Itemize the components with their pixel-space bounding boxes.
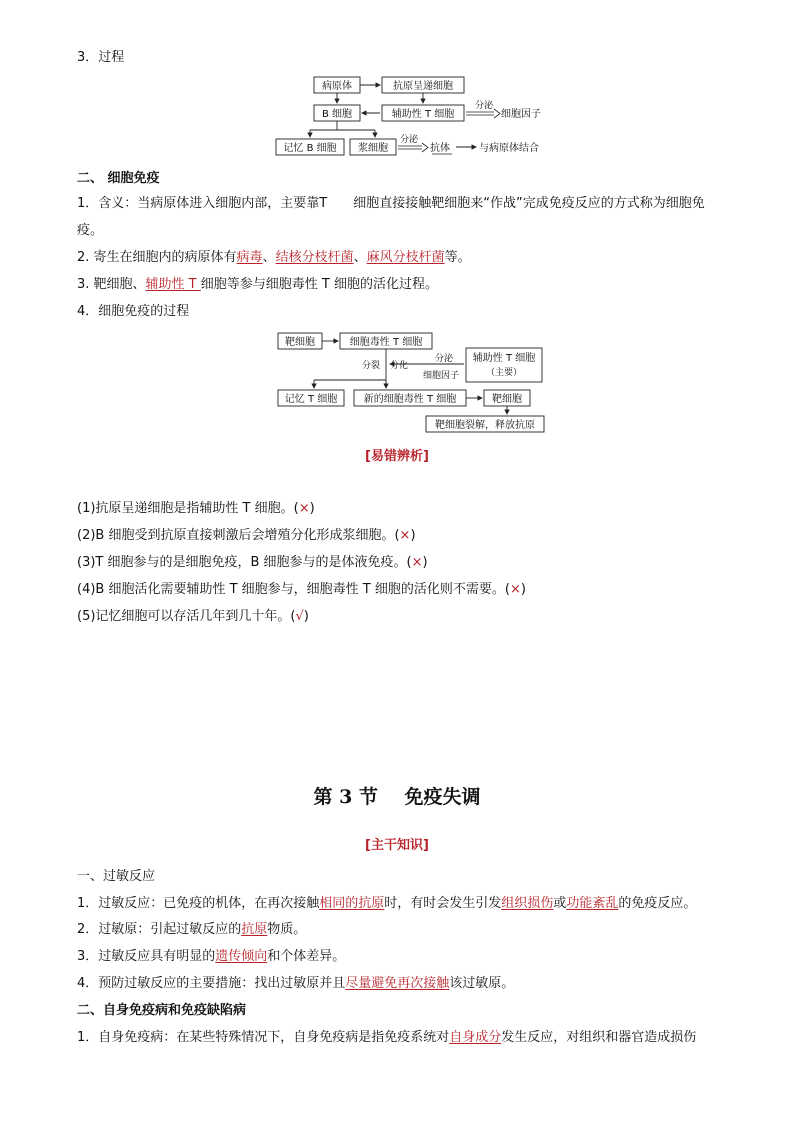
item2 xyxy=(77,249,471,267)
item1-text-b: 细胞直接接触靶细胞来“作战”完成免疫反应的方式称为细胞免 xyxy=(353,196,705,211)
error-text: (3)T 细胞参与的是细胞免疫，B 细胞参与的是体液免疫。( xyxy=(77,555,412,570)
box-lysis-label: 靶细胞裂解，释放抗原 xyxy=(435,420,535,431)
answer-virus: 病毒 xyxy=(236,250,263,265)
box-target-label: 靶细胞 xyxy=(285,337,315,348)
section-title-cell-immunity: 二、 细胞免疫 xyxy=(77,171,160,186)
error-text: (1)抗原呈递细胞是指辅助性 T 细胞。( xyxy=(77,501,299,516)
allergy-item-2 xyxy=(77,921,306,939)
paren-close: ) xyxy=(422,555,428,570)
error-item-1 xyxy=(77,500,315,518)
box-helper-t-line1: 辅助性 T 细胞 xyxy=(472,353,536,364)
text: 2．过敏原：引起过敏反应的 xyxy=(77,922,242,937)
text: 时，有时会发生引发 xyxy=(384,896,502,911)
item1-line1 xyxy=(77,195,705,213)
label-differentiate: 分化 xyxy=(390,361,409,371)
paren-close: ) xyxy=(303,609,309,624)
knowledge-title: [主干知识] xyxy=(365,838,429,853)
text: 发生反应，对组织和器官造成损伤 xyxy=(501,1030,697,1045)
text: 和个体差异。 xyxy=(267,949,346,964)
item2-post: 等。 xyxy=(444,250,471,265)
text: 物质。 xyxy=(267,922,307,937)
error-item-3 xyxy=(77,554,428,572)
answer-mark: × xyxy=(411,555,423,570)
text: 4．预防过敏反应的主要措施：找出过敏原并且 xyxy=(77,976,346,991)
box-b-cell-label: B 细胞 xyxy=(321,109,353,120)
text-cytokine: 细胞因子 xyxy=(501,109,541,120)
box-pathogen-label: 病原体 xyxy=(322,81,352,92)
answer-tb: 结核分枝杆菌 xyxy=(275,250,354,265)
item4: 4．细胞免疫的过程 xyxy=(77,304,190,319)
text: 1．过敏反应：已免疫的机体，在再次接触 xyxy=(77,896,320,911)
text: 3．过敏反应具有明显的 xyxy=(77,949,216,964)
heading-allergy: 一、过敏反应 xyxy=(77,869,156,884)
answer-dysfunction: 功能紊乱 xyxy=(566,896,619,911)
text: 该过敏原。 xyxy=(449,976,515,991)
box-memory-t-label: 记忆 T 细胞 xyxy=(284,394,338,405)
item3-post: 细胞等参与细胞毒性 T 细胞的活化过程。 xyxy=(200,277,438,292)
item3-pre: 3. 靶细胞、 xyxy=(77,277,146,292)
box-target-2-label: 靶细胞 xyxy=(492,394,522,405)
error-text: (4)B 细胞活化需要辅助性 T 细胞参与，细胞毒性 T 细胞的活化则不需要。( xyxy=(77,582,510,597)
sep: 、 xyxy=(262,250,276,265)
allergy-item-4 xyxy=(77,975,514,993)
answer-antigen: 抗原 xyxy=(241,922,268,937)
paren-close: ) xyxy=(309,501,315,516)
error-item-4 xyxy=(77,581,526,599)
text: 的免疫反应。 xyxy=(618,896,697,911)
item3 xyxy=(77,276,438,294)
box-ctl-label: 细胞毒性 T 细胞 xyxy=(349,337,423,348)
text-antibody: 抗体 xyxy=(430,143,450,154)
label-cytokine: 细胞因子 xyxy=(423,371,460,381)
box-memory-b-label: 记忆 B 细胞 xyxy=(283,143,337,154)
item1-text-a: 1．含义：当病原体进入细胞内部，主要靠T xyxy=(77,196,328,211)
box-apc-label: 抗原呈递细胞 xyxy=(393,81,453,92)
heading-autoimmune: 二、自身免疫病和免疫缺陷病 xyxy=(77,1003,247,1018)
answer-tissue-damage: 组织损伤 xyxy=(501,896,554,911)
label-secrete-1: 分泌 xyxy=(475,101,494,111)
answer-mark: √ xyxy=(295,609,304,624)
answer-self-component: 自身成分 xyxy=(449,1030,502,1045)
answer-leprosy: 麻风分枝杆菌 xyxy=(366,250,445,265)
text-bind: 与病原体结合 xyxy=(479,143,539,154)
answer-mark: × xyxy=(399,528,411,543)
item2-pre: 2. 寄生在细胞内的病原体有 xyxy=(77,250,237,265)
answer-mark: × xyxy=(298,501,310,516)
errors-title: [易错辨析] xyxy=(365,449,429,464)
answer-genetic: 遗传倾向 xyxy=(215,949,268,964)
text: 1．自身免疫病：在某些特殊情况下，自身免疫病是指免疫系统对 xyxy=(77,1030,450,1045)
cellular-immunity-diagram xyxy=(272,330,552,434)
box-new-ctl-label: 新的细胞毒性 T 细胞 xyxy=(363,394,457,405)
box-helper-t-label: 辅助性 T 细胞 xyxy=(391,109,455,120)
box-plasma-label: 浆细胞 xyxy=(358,143,388,154)
process-heading: 3．过程 xyxy=(77,50,125,65)
paren-close: ) xyxy=(520,582,526,597)
item1-line2: 疫。 xyxy=(77,223,104,238)
answer-same-antigen: 相同的抗原 xyxy=(319,896,385,911)
allergy-item-3 xyxy=(77,948,345,966)
error-item-2 xyxy=(77,527,416,545)
sep: 、 xyxy=(353,250,367,265)
error-text: (5)记忆细胞可以存活几年到几十年。( xyxy=(77,609,296,624)
answer-mark: × xyxy=(509,582,521,597)
answer-helper-t: 辅助性 T xyxy=(145,277,201,292)
box-helper-t-line2: （主要） xyxy=(485,368,523,378)
paren-close: ) xyxy=(410,528,416,543)
section-title: 第 3 节 免疫失调 xyxy=(313,786,481,808)
allergy-item-1 xyxy=(77,895,696,913)
autoimmune-item-1 xyxy=(77,1029,696,1047)
answer-avoid-contact: 尽量避免再次接触 xyxy=(345,976,450,991)
label-divide: 分裂 xyxy=(362,361,381,371)
humoral-immunity-diagram xyxy=(270,74,560,158)
error-item-5 xyxy=(77,608,309,626)
label-secrete-2: 分泌 xyxy=(400,135,419,145)
error-text: (2)B 细胞受到抗原直接刺激后会增殖分化形成浆细胞。( xyxy=(77,528,400,543)
label-secrete: 分泌 xyxy=(435,354,454,364)
text: 或 xyxy=(553,896,567,911)
